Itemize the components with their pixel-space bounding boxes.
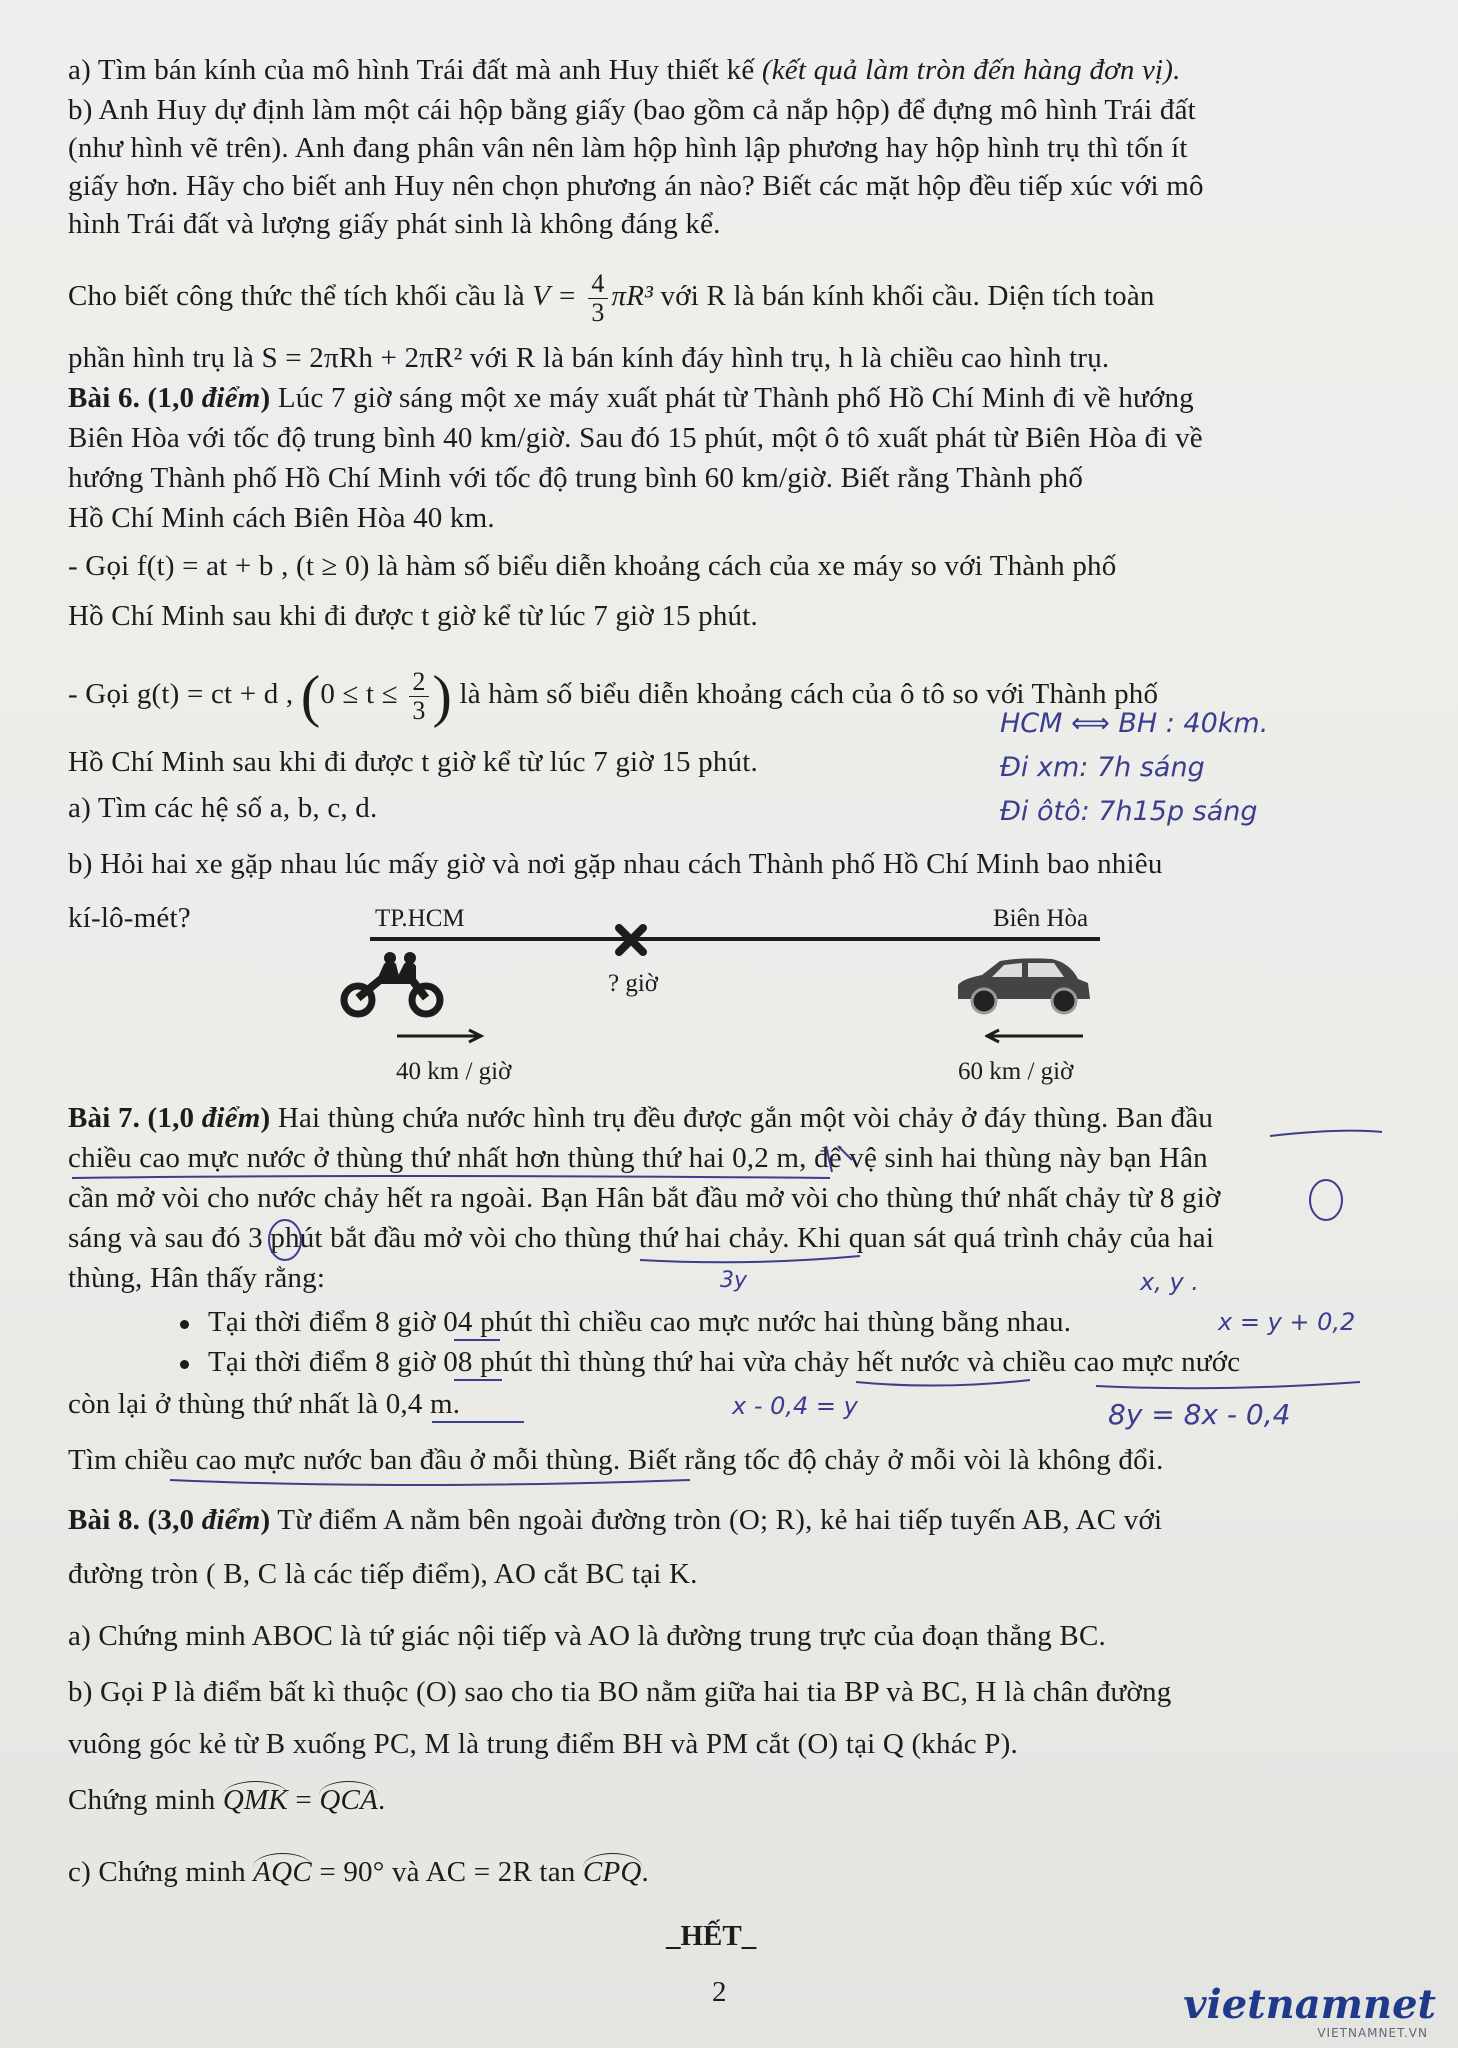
p8-question-c: c) Chứng minh AQC = 90° và AC = 2R tan CPQ. — [68, 1854, 649, 1890]
p8-line2: đường tròn ( B, C là các tiếp điểm), AO cắt BC tại K. — [68, 1558, 698, 1590]
p6-question-b-2: kí-lô-mét? — [68, 902, 191, 934]
p8-question-b1: b) Gọi P là điểm bất kì thuộc (O) sao cho tia BO nằm giữa hai tia BP và BC, H là chân đường — [68, 1676, 1172, 1708]
vietnamnet-logo: vietnamnet — [1183, 1981, 1436, 2028]
p6-g-definition-2: Hồ Chí Minh sau khi đi được t giờ kể từ lúc 7 giờ 15 phút. — [68, 746, 758, 778]
hand-note-xy: x, y . — [1140, 1268, 1199, 1296]
p7-line4: sáng và sau đó 3 phút bắt đầu mở vòi cho thùng thứ hai chảy. Khi quan sát quá trình chảy của hai — [68, 1222, 1215, 1254]
p7-bullet2: Tại thời điểm 8 giờ 08 phút thì thùng thứ hai vừa chảy hết nước và chiều cao mực nước — [208, 1346, 1241, 1378]
p5-question-b-line4: hình Trái đất và lượng giấy phát sinh là không đáng kể. — [68, 208, 721, 240]
p7-heading-line: Bài 7. (1,0 điểm) Hai thùng chứa nước hình trụ đều được gắn một vòi chảy ở đáy thùng. Ban đầu — [68, 1102, 1214, 1134]
p5-question-b-line3: giấy hơn. Hãy cho biết anh Huy nên chọn phương án nào? Biết các mặt hộp đều tiếp xúc với mô — [68, 170, 1204, 202]
p6-question-b: b) Hỏi hai xe gặp nhau lúc mấy giờ và nơi gặp nhau cách Thành phố Hồ Chí Minh bao nhiêu — [68, 848, 1163, 880]
p5-question-b-line1: b) Anh Huy dự định làm một cái hộp bằng giấy (bao gồm cả nắp hộp) để đựng mô hình Trái đất — [68, 94, 1196, 126]
hand-note-eq2: x - 0,4 = y — [732, 1392, 858, 1420]
p5-formula-volume: Cho biết công thức thể tích khối cầu là V = $\frac{4}{3}$ πR³ với R là bán kính khối cầu. Diện tích toàn — [68, 269, 1155, 327]
p8-question-b2: vuông góc kẻ từ B xuống PC, M là trung điểm BH và PM cắt (O) tại Q (khác P). — [68, 1728, 1018, 1760]
diagram-label-bienhoa: Biên Hòa — [993, 905, 1089, 932]
diagram-label-meet-time: ? giờ — [608, 970, 659, 997]
hand-note-car: Đi ôtô: 7h15p sáng — [1000, 796, 1258, 827]
diagram-label-right-speed: 60 km / giờ — [958, 1058, 1074, 1085]
p5-question-b-line2: (như hình vẽ trên). Anh đang phân vân nên làm hộp hình lập phương hay hộp hình trụ thì tốn ít — [68, 132, 1188, 164]
p8-heading-line: Bài 8. (3,0 điểm) Từ điểm A nằm bên ngoài đường tròn (O; R), kẻ hai tiếp tuyến AB, AC với — [68, 1504, 1163, 1536]
p7-line6: còn lại ở thùng thứ nhất là 0,4 m. — [68, 1388, 461, 1420]
diagram-label-hcm: TP.HCM — [375, 905, 465, 932]
p7-line2: chiều cao mực nước ở thùng thứ nhất hơn thùng thứ hai 0,2 m, để vệ sinh hai thùng này bạn Hân — [68, 1142, 1208, 1174]
end-marker: _HẾT_ — [666, 1920, 757, 1952]
fraction-4-3: $\frac{4}{3}$ — [588, 270, 607, 327]
p6-f-definition: - Gọi f(t) = at + b , (t ≥ 0) là hàm số biểu diễn khoảng cách của xe máy so với Thành phố — [68, 550, 1117, 582]
p6-line4: Hồ Chí Minh cách Biên Hòa 40 km. — [68, 502, 495, 534]
p8-question-a: a) Chứng minh ABOC là tứ giác nội tiếp và AO là đường trung trực của đoạn thẳng BC. — [68, 1620, 1106, 1652]
diagram-label-left-speed: 40 km / giờ — [396, 1058, 512, 1085]
p8-question-b3: Chứng minh QMK = QCA. — [68, 1782, 385, 1818]
hand-note-eq3: 8y = 8x - 0,4 — [1108, 1398, 1291, 1431]
hand-note-motorbike: Đi xm: 7h sáng — [1000, 752, 1205, 783]
hand-note-distance: HCM ⟺ BH : 40km. — [1000, 708, 1269, 739]
p6-f-definition-2: Hồ Chí Minh sau khi đi được t giờ kể từ lúc 7 giờ 15 phút. — [68, 600, 758, 632]
hand-note-3y: 3y — [720, 1268, 748, 1293]
p6-question-a: a) Tìm các hệ số a, b, c, d. — [68, 792, 378, 824]
p6-g-definition: - Gọi g(t) = ct + d , (0 ≤ t ≤ $\frac{2}{3}$ ) là hàm số biểu diễn khoảng cách của ô tô so với Thành phố — [68, 663, 1159, 729]
p5-question-a: a) Tìm bán kính của mô hình Trái đất mà anh Huy thiết kế (kết quả làm tròn đến hàng đơn vị). — [68, 54, 1181, 86]
vietnamnet-logo-sub: VIETNAMNET.VN — [1317, 2026, 1428, 2040]
p7-line7: Tìm chiều cao mực nước ban đầu ở mỗi thùng. Biết rằng tốc độ chảy ở mỗi vòi là không đổi. — [68, 1444, 1164, 1476]
p7-bullet1: Tại thời điểm 8 giờ 04 phút thì chiều cao mực nước hai thùng bằng nhau. — [208, 1306, 1072, 1338]
p7-line3: cần mở vòi cho nước chảy hết ra ngoài. Bạn Hân bắt đầu mở vòi cho thùng thứ nhất chảy từ 8 giờ — [68, 1182, 1221, 1214]
p7-line5: thùng, Hân thấy rằng: — [68, 1262, 326, 1294]
p6-line2: Biên Hòa với tốc độ trung bình 40 km/giờ. Sau đó 15 phút, một ô tô xuất phát từ Biên Hòa đi về — [68, 422, 1203, 454]
page-number: 2 — [712, 1976, 727, 2008]
p5-formula-surface: phần hình trụ là S = 2πRh + 2πR² với R là bán kính đáy hình trụ, h là chiều cao hình trụ. — [68, 342, 1110, 374]
hand-note-eq1: x = y + 0,2 — [1218, 1308, 1356, 1336]
p6-line3: hướng Thành phố Hồ Chí Minh với tốc độ trung bình 60 km/giờ. Biết rằng Thành phố — [68, 462, 1084, 494]
p6-heading-line: Bài 6. (1,0 điểm) Lúc 7 giờ sáng một xe máy xuất phát từ Thành phố Hồ Chí Minh đi về hướng — [68, 382, 1194, 414]
